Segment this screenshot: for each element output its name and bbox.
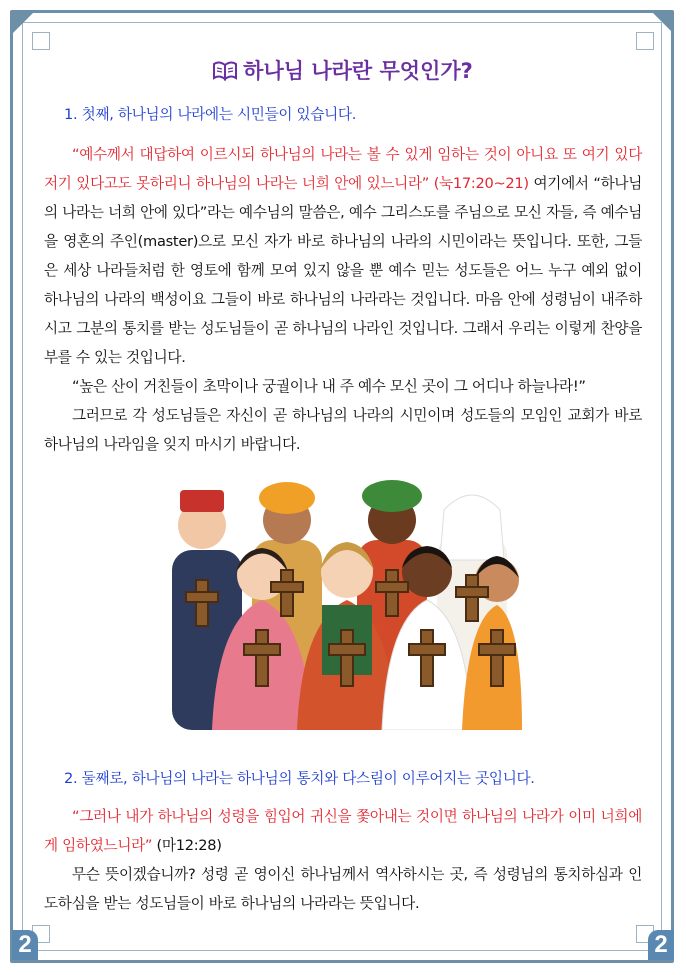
- conclusion-paragraph: 그러므로 각 성도님들은 자신이 곧 하나님의 나라의 시민이며 성도들의 모임인 교회가 바로 하나님의 나라임을 잊지 마시기 바랍니다.: [44, 407, 642, 453]
- section-2-heading: 2. 둘째로, 하나님의 나라는 하나님의 통치와 다스림이 이루어지는 곳입니다.: [64, 770, 535, 787]
- corner-square-icon: [636, 32, 654, 50]
- people-with-crosses-illustration: [162, 480, 522, 730]
- scripture-reference: (눅17:20~21): [433, 175, 529, 192]
- page-number-right: 2: [648, 930, 674, 960]
- scripture-reference: (마12:28): [156, 837, 222, 854]
- open-book-icon: [213, 61, 237, 86]
- section-2-body: 무슨 뜻이겠습니까? 성령 곧 영이신 하나님께서 역사하시는 곳, 즉 성령님의 통치하심과 인도하심을 받는 성도님들이 바로 하나님의 나라라는 뜻입니다.: [44, 866, 642, 912]
- section-1-heading: 1. 첫째, 하나님의 나라에는 시민들이 있습니다.: [64, 106, 357, 123]
- section-1-paragraph: [44, 140, 642, 372]
- section-1-text: [44, 140, 642, 459]
- section-2: [44, 764, 642, 793]
- page-number-left: 2: [12, 930, 38, 960]
- section-2-text: [44, 802, 642, 918]
- paragraph-body: 여기에서 “하나님의 나라는 너희 안에 있다”라는 예수님의 말씀은, 예수 그리스도를 주님으로 모신 자들, 즉 예수님을 영혼의 주인(master)으로 모신 자가 바로 하나님의 나라의 시민이라는 뜻입니다. 또한, 그들은 세상 나라들처럼 한 영토에 함께 모여 있지 않을 뿐 예수 믿는 성도들은 어느 누구 예외 없이 하나님의 나라의 백성이요 그들이 바로 하나님의 나라라는 것입니다. 마음 안에 성령님이 내주하시고 그분의 통치를 받는 성도님들이 곧 하나님의 나라인 것입니다. 그래서 우리는 이렇게 찬양을 부를 수 있는 것입니다.: [44, 175, 643, 366]
- scripture-quote: “그러나 내가 하나님의 성령을 힘입어 귀신을 쫓아내는 것이면 하나님의 나라가 이미 너희에게 임하였느니라”: [44, 808, 642, 854]
- page-title-row: [0, 55, 686, 86]
- corner-square-icon: [32, 32, 50, 50]
- scripture-quote: “예수께서 대답하여 이르시되 하나님의 나라는 볼 수 있게 임하는 것이 아니요 또 여기 있다 저기 있다고도 못하리니 하나님의 나라는 너희 안에 있느니라”: [44, 146, 642, 192]
- section-2-paragraph: [44, 802, 642, 860]
- corner-ornament-icon: [13, 13, 33, 33]
- section-1: [44, 100, 642, 129]
- corner-ornament-icon: [653, 13, 673, 33]
- page-title: 하나님 나라란 무엇인가?: [243, 59, 473, 83]
- hymn-quote: “높은 산이 거친들이 초막이나 궁궐이나 내 주 예수 모신 곳이 그 어디나 하늘나라!”: [72, 378, 586, 395]
